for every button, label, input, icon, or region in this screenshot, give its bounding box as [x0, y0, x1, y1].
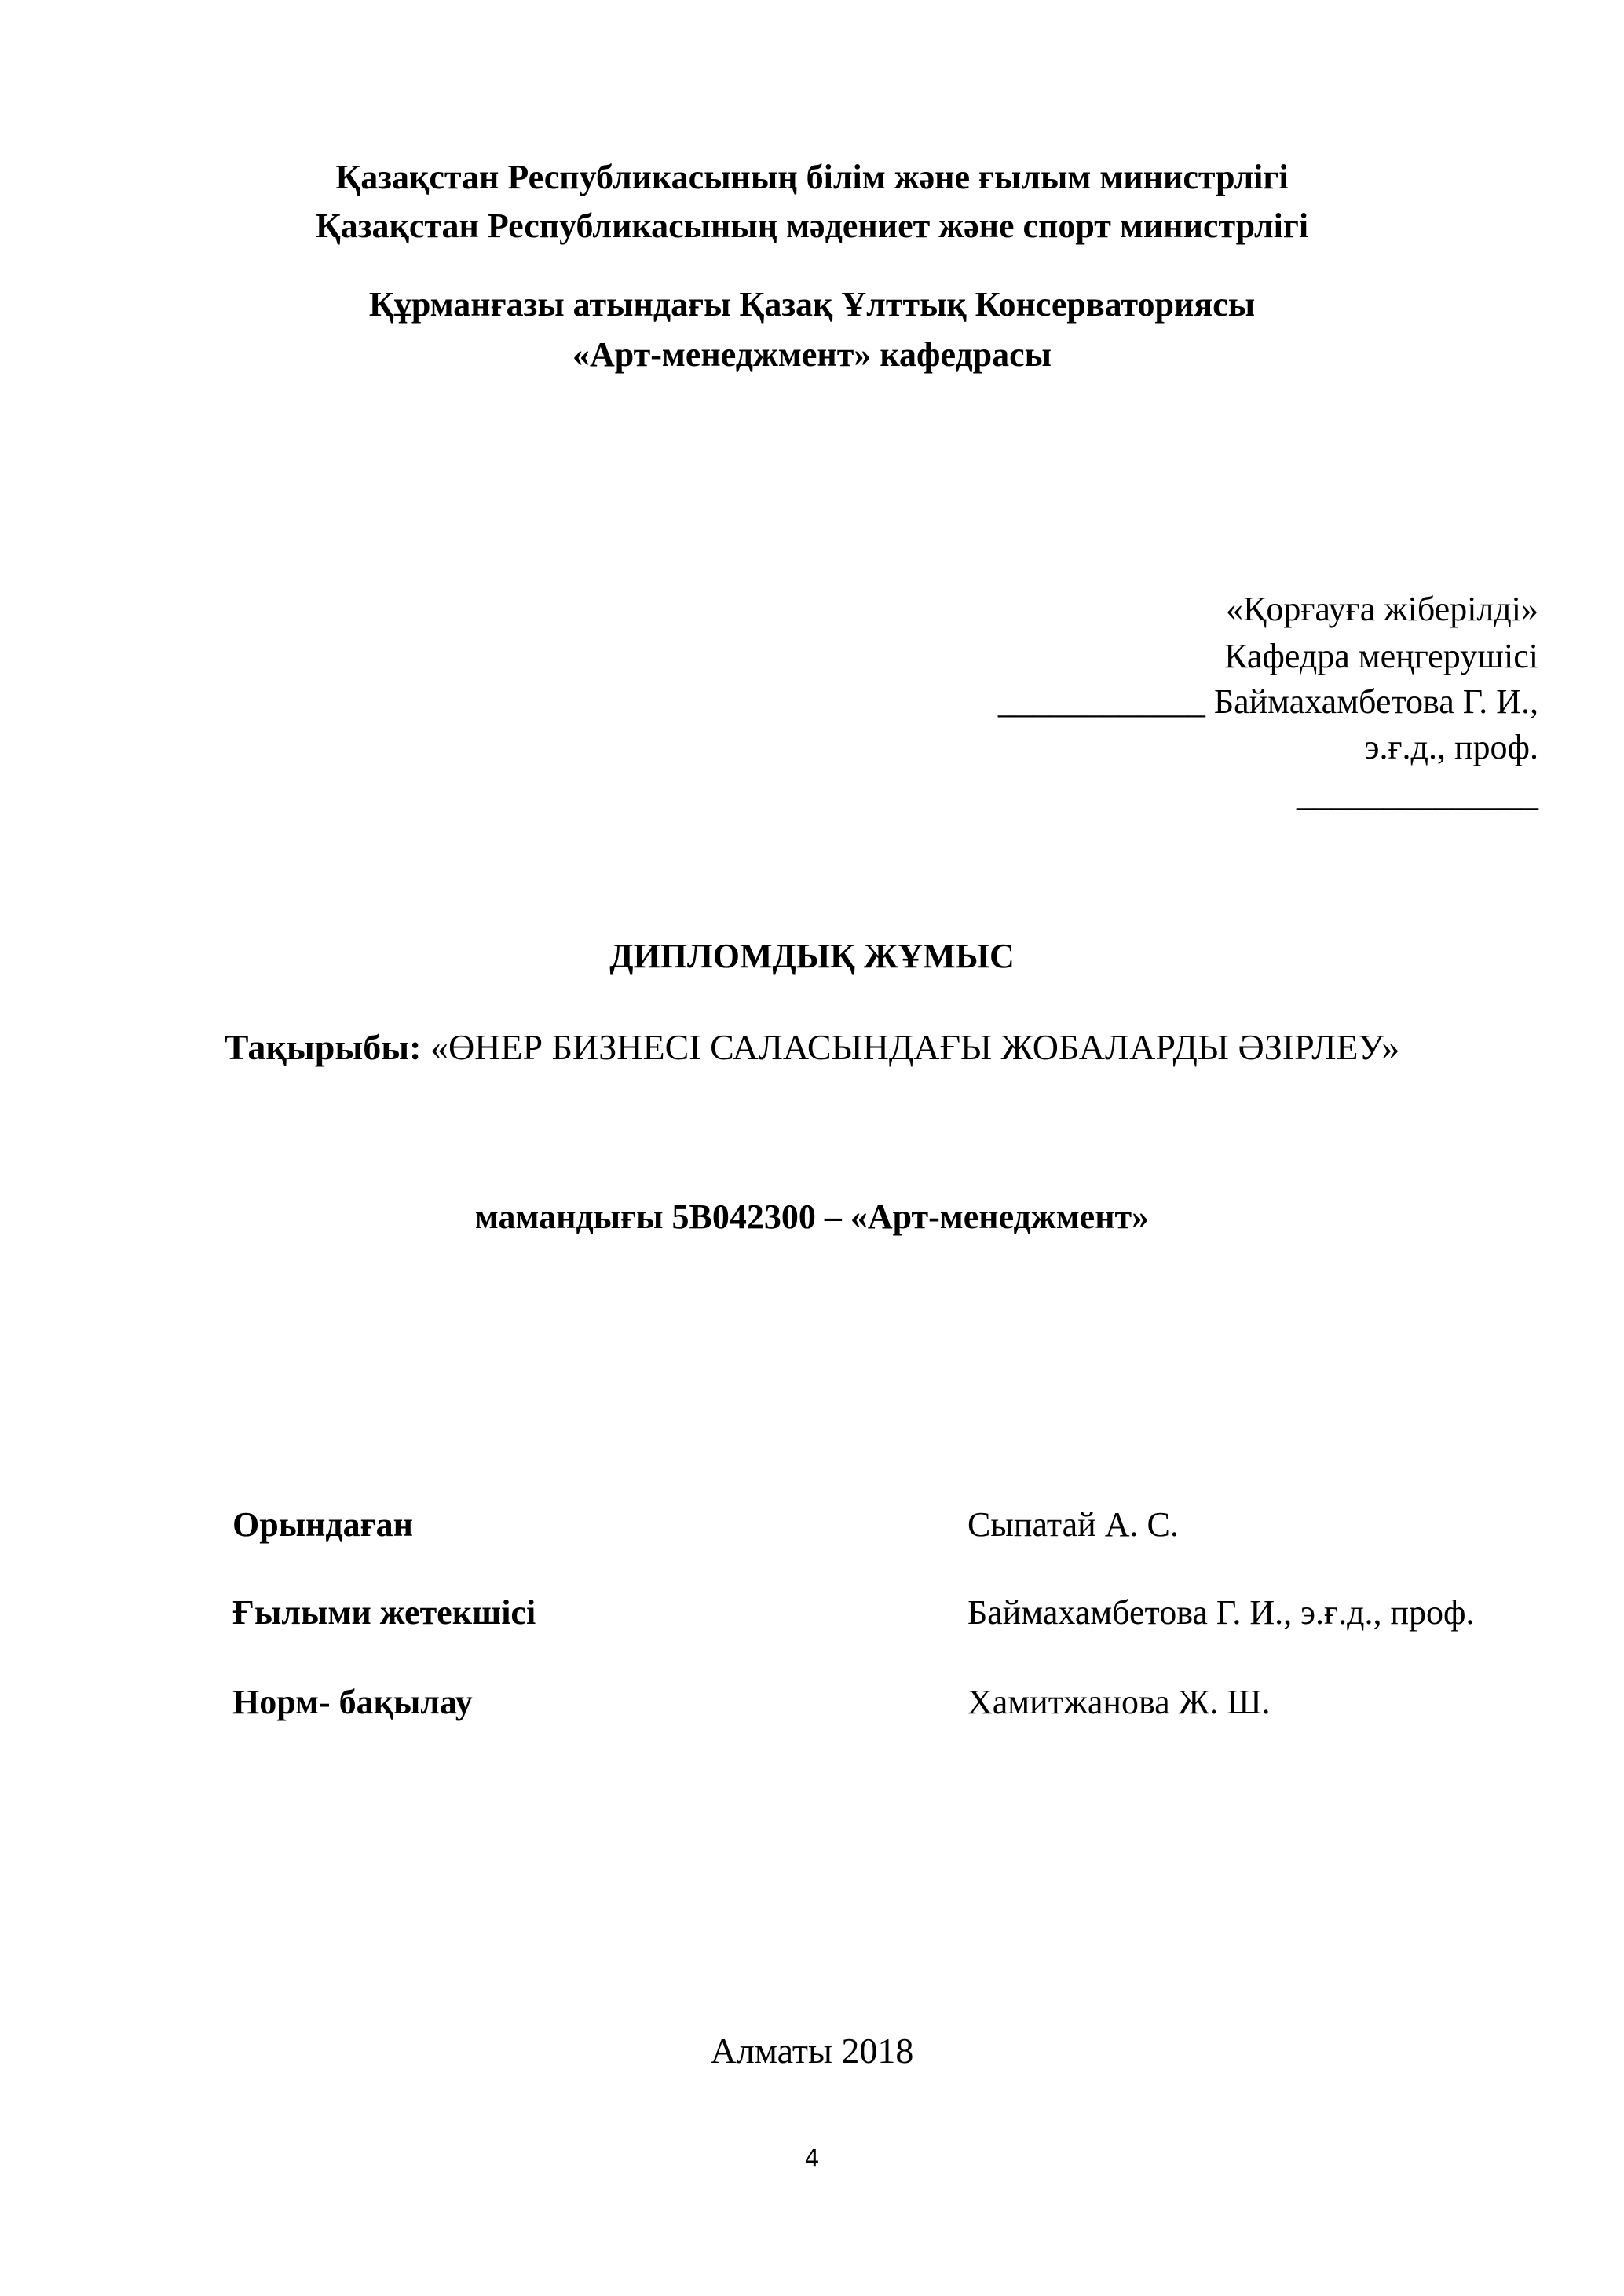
- approval-degree: э.ғ.д., проф.: [1364, 728, 1538, 766]
- page-number: 4: [804, 2145, 820, 2173]
- thesis-topic: [0, 1024, 1624, 1071]
- approval-head-title: Кафедра меңгерушісі: [1224, 637, 1538, 675]
- topic-label: Тақырыбы:: [224, 1027, 422, 1067]
- conservatory-name: Құрманғазы атындағы Қазақ Ұлттық Консерваториясы: [368, 285, 1256, 324]
- specialty: мамандығы 5В042300 – «Арт-менеджмент»: [474, 1197, 1150, 1236]
- thesis-type: ДИПЛОМДЫҚ ЖҰМЫС: [609, 937, 1015, 975]
- role-performer: Орындаған: [232, 1505, 413, 1544]
- name-supervisor: Баймахамбетова Г. И., э.ғ.д., проф.: [967, 1593, 1475, 1632]
- ministry-education-line: Қазақстан Республикасының білім және ғылым министрлігі: [335, 158, 1289, 196]
- role-norm-control: Норм- бақылау: [232, 1683, 473, 1721]
- approval-date-line: ______________: [1297, 775, 1538, 813]
- ministry-culture-line: Қазақстан Республикасының мәдениет және спорт министрлігі: [315, 207, 1309, 245]
- approval-title: «Қорғауға жіберілді»: [1225, 590, 1538, 628]
- name-performer: Сыпатай А. С.: [967, 1505, 1179, 1544]
- name-norm-control: Хамитжанова Ж. Ш.: [967, 1683, 1271, 1721]
- topic-value: «ӨНЕР БИЗНЕСІ САЛАСЫНДАҒЫ ЖОБАЛАРДЫ ӘЗІРЛЕУ»: [430, 1027, 1400, 1067]
- city-year: Алматы 2018: [710, 2031, 914, 2071]
- role-supervisor: Ғылыми жетекшісі: [232, 1593, 536, 1632]
- approval-signature-line: ____________ Баймахамбетова Г. И.,: [997, 682, 1538, 721]
- department-name: «Арт-менеджмент» кафедрасы: [572, 335, 1052, 374]
